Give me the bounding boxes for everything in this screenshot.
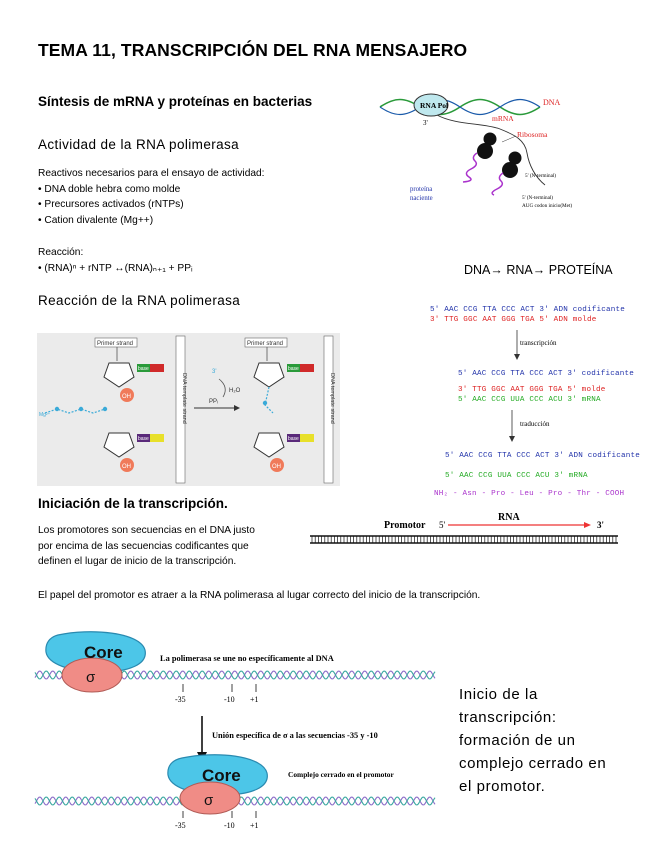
marker-plus1: +1 <box>250 695 259 704</box>
svg-text:OH: OH <box>272 464 281 470</box>
svg-text:base: base <box>288 436 299 442</box>
h2o-label: H₂O <box>229 388 241 394</box>
caption-line: complejo cerrado en <box>459 755 607 772</box>
marker-minus10-bottom: -10 <box>224 821 235 830</box>
caption-line: el promotor. <box>459 778 546 795</box>
closed-complex-figure <box>30 630 440 835</box>
caption-line: transcripción: <box>459 709 557 726</box>
primer-strand-label: Primer strand <box>247 341 284 347</box>
promotor-label: Promotor <box>384 520 426 531</box>
reaction-equation: • (RNA)ⁿ + rNTP ↔(RNA)ₙ₊₁ + PPᵢ <box>38 262 193 274</box>
reagent-item: • Cation divalente (Mg++) <box>38 214 154 226</box>
sigma-label: σ <box>86 669 96 686</box>
activity-heading: Actividad de la RNA polimerasa <box>38 137 240 152</box>
svg-text:base: base <box>288 366 299 372</box>
prime5-label: 5' <box>439 520 446 530</box>
marker-plus1-bottom: +1 <box>250 821 259 830</box>
core-label: Core <box>84 643 123 662</box>
svg-text:DNA template strand: DNA template strand <box>329 373 335 424</box>
oh-label: OH <box>122 394 131 400</box>
reaction-label: Reacción: <box>38 247 84 258</box>
seq-row-6: 5' AAC CCG TTA CCC ACT 3' ADN codificante <box>445 452 641 460</box>
reagent-item: • Precursores activados (rNTPs) <box>38 199 184 210</box>
template-strand-label: DNA template strand <box>181 373 187 424</box>
closed-complex-caption <box>459 683 606 798</box>
base-label: base <box>138 366 149 372</box>
seq-row-5: 5' AAC CCG UUA CCC ACU 3' mRNA <box>458 396 601 404</box>
naciente-label: naciente <box>410 195 433 202</box>
ribosome-large <box>502 162 518 178</box>
initiation-heading: Iniciación de la transcripción. <box>38 496 228 511</box>
bacteria-transcription-figure <box>375 85 625 225</box>
svg-text:OH: OH <box>122 464 131 470</box>
specific-binding-text: Unión específica de σ a las secuencias -35 y -10 <box>212 731 378 740</box>
reagents-intro: Reactivos necesarios para el ensayo de actividad: <box>38 168 265 179</box>
promoter-diagram <box>300 510 620 546</box>
seq-row-8: NH₂ - Asn - Pro - Leu - Pro - Thr - COOH <box>434 490 625 498</box>
mrna-label: mRNA <box>492 114 514 123</box>
promoter-line: Los promotores son secuencias en el DNA justo <box>38 525 255 536</box>
seq-row-2: 3' TTG GGC AAT GGG TGA 5' ADN molde <box>430 316 597 324</box>
polymerase-reaction-figure <box>37 333 340 486</box>
caption-line: formación de un <box>459 732 576 749</box>
aug-label: AUG codon inicio(Met) <box>522 203 573 209</box>
reaction-block <box>38 245 193 276</box>
seq-row-1: 5' AAC CCG TTA CCC ACT 3' ADN codificante <box>430 306 626 314</box>
rna-arrow-head <box>584 522 591 528</box>
proteina-label: proteína <box>410 186 433 193</box>
marker-minus35: -35 <box>175 695 186 704</box>
seq-row-3: 5' AAC CCG TTA CCC ACT 3' codificante <box>458 370 635 378</box>
promoter-line: por encima de las secuencias codificantes que <box>38 540 249 552</box>
svg-text:3': 3' <box>212 369 217 375</box>
transcripcion-label: transcripción <box>520 339 557 347</box>
rna-pol-label: RNA Pol <box>420 101 449 110</box>
reaction-heading: Reacción de la RNA polimerasa <box>38 293 241 308</box>
svg-text:base: base <box>138 436 149 442</box>
n-terminal-label-b: 5' (N-terminal) <box>522 195 554 201</box>
promoter-line: definen el lugar de inicio de la transcripción. <box>38 556 237 567</box>
ribosoma-label: Ribosoma <box>517 130 548 139</box>
translation-arrow <box>507 410 517 442</box>
ribosome-large <box>477 143 493 159</box>
mg-label: Mg²⁺ <box>39 412 51 418</box>
reagent-item: • DNA doble hebra como molde <box>38 183 181 195</box>
prime3-label: 3' <box>423 119 428 127</box>
prime3-label: 3' <box>597 520 605 530</box>
primer-strand-label: Primer strand <box>97 341 134 347</box>
nonspecific-binding-text: La polimerasa se une no específicamente al DNA <box>160 654 334 663</box>
n-terminal-label-a: 5' (N-terminal) <box>525 173 557 179</box>
marker-minus10: -10 <box>224 695 235 704</box>
traduccion-label: traducción <box>520 420 550 428</box>
central-dogma: DNA→ RNA→ PROTEÍNA <box>464 263 613 277</box>
reagents-block <box>38 166 265 228</box>
dna-label: DNA <box>543 98 561 107</box>
ppi-label: PPᵢ <box>209 399 218 405</box>
promoter-description <box>38 523 255 570</box>
core-label-bound: Core <box>202 766 241 785</box>
closed-complex-text: Complejo cerrado en el promotor <box>288 770 394 779</box>
marker-minus35-bottom: -35 <box>175 821 186 830</box>
sigma-label-bound: σ <box>204 792 214 809</box>
page-title: TEMA 11, TRANSCRIPCIÓN DEL RNA MENSAJERO <box>38 40 468 60</box>
section-heading-bacteria: Síntesis de mRNA y proteínas en bacterias <box>38 94 313 109</box>
seq-row-4: 3' TTG GGC AAT GGG TGA 5' molde <box>458 386 606 394</box>
promoter-role: El papel del promotor es atraer a la RNA polimerasa al lugar correcto del inicio de la transcripción. <box>38 590 481 601</box>
seq-row-7: 5' AAC CCG UUA CCC ACU 3' mRNA <box>445 472 588 480</box>
caption-line: Inicio de la <box>459 686 538 703</box>
rna-label: RNA <box>498 512 520 523</box>
